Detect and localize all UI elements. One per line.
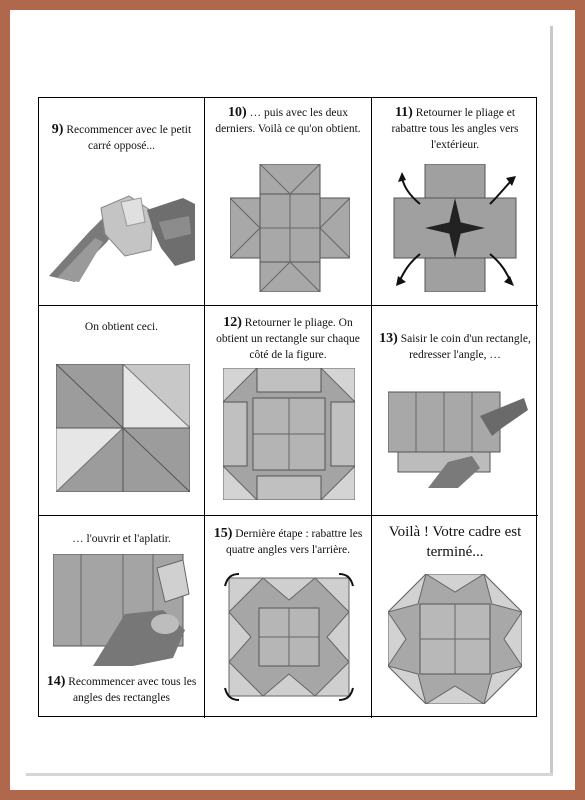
flattening-photo	[53, 554, 191, 666]
step-13-caption	[378, 331, 532, 363]
step-11-number: 11)	[394, 105, 413, 120]
step-11-text: Retourner le pliage et rabattre tous les angles vers l'extérieur.	[391, 107, 519, 151]
finished-frame-figure	[388, 574, 522, 704]
step-9-cell	[39, 98, 205, 306]
step-15-number: 15)	[213, 526, 233, 541]
step-11-cell	[372, 98, 538, 306]
step-10-caption	[211, 105, 365, 137]
step-15-caption	[211, 526, 365, 558]
step-14-caption	[45, 674, 198, 706]
step-12-number: 12)	[223, 315, 242, 330]
step-13-text: Saisir le coin d'un rectangle, redresser l'angle, …	[400, 333, 531, 361]
step-9-caption	[45, 122, 198, 154]
page-shadow-bottom	[26, 773, 553, 776]
step-15-cell	[205, 516, 372, 718]
step-14-text: Recommencer avec tous les angles des rectangles	[68, 676, 197, 704]
step-13-number: 13)	[379, 331, 398, 346]
step-10-number: 10)	[228, 105, 247, 120]
frame-before-final-figure	[223, 572, 355, 702]
rectangle-sides-figure	[223, 368, 355, 500]
finished-cell	[372, 516, 538, 718]
result-caption: On obtient ceci.	[84, 321, 159, 333]
step-9-number: 9)	[51, 122, 64, 137]
step-12-cell	[205, 306, 372, 516]
hands-folding-photo	[49, 190, 195, 286]
step-15-text: Dernière étape : rabattre les quatre angles vers l'arrière.	[225, 528, 363, 556]
step-10-text: … puis avec les deux derniers. Voilà ce qu'on obtient.	[215, 107, 361, 135]
step-11-caption	[378, 105, 532, 153]
square-fold-figure	[56, 364, 190, 492]
step-14-number: 14)	[46, 674, 66, 689]
result-cell	[39, 306, 205, 516]
step-12-caption	[211, 315, 365, 363]
finished-caption: Voilà ! Votre cadre est terminé...	[388, 524, 522, 560]
turned-cross-figure	[390, 164, 520, 292]
lifting-corner-photo	[388, 388, 528, 490]
page-shadow-right	[550, 26, 553, 776]
instruction-grid	[38, 97, 537, 717]
step-14-cell	[39, 516, 205, 718]
open-flatten-caption: … l'ouvrir et l'aplatir.	[72, 533, 171, 545]
step-9-text: Recommencer avec le petit carré opposé...	[66, 124, 192, 152]
step-10-cell	[205, 98, 372, 306]
step-13-cell	[372, 306, 538, 516]
step-12-text: Retourner le pliage. On obtient un rectangle sur chaque côté de la figure.	[216, 317, 360, 361]
cross-fold-figure	[230, 164, 350, 292]
